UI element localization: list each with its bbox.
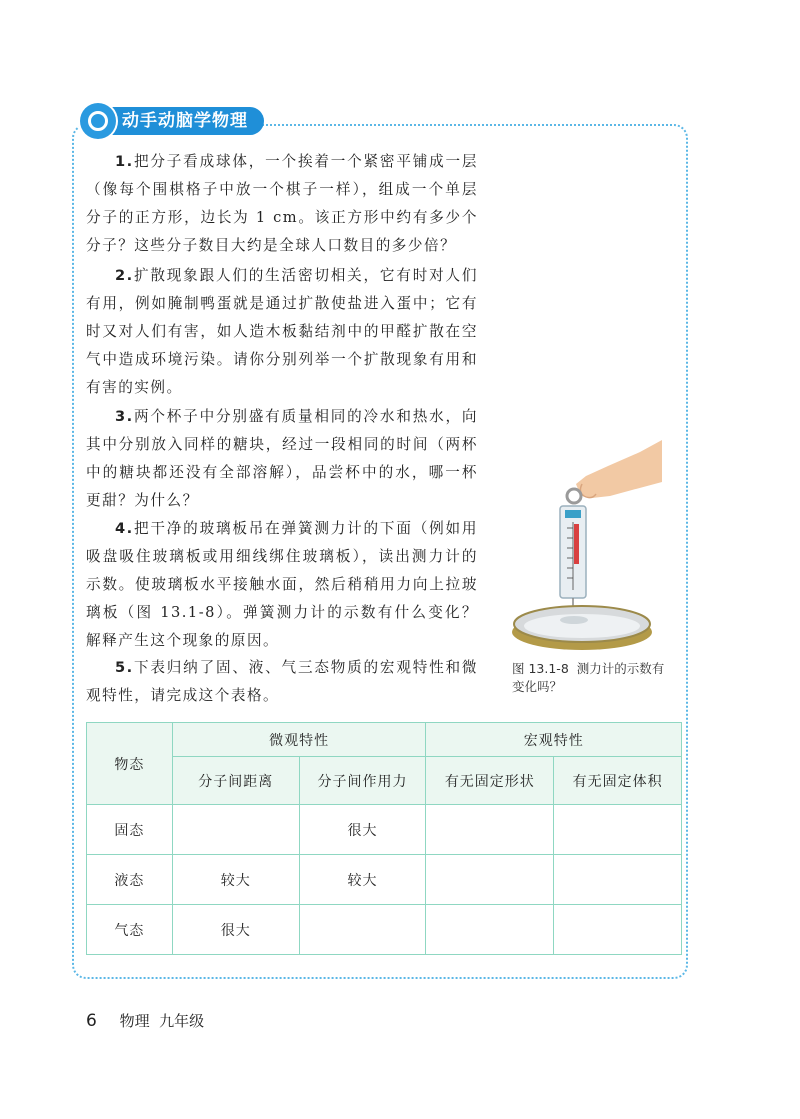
table-cell: 很大 xyxy=(172,905,299,955)
table-cell xyxy=(554,855,682,905)
exercise-4: 4.把干净的玻璃板吊在弹簧测力计的下面（例如用吸盘吸住玻璃板或用细线绑住玻璃板），读出测力计的示数。使玻璃板水平接触水面，然后稍稍用力向上拉玻璃板（图 13.1-8）。弹簧测力计的示数有什么变化？解释产生这个现象的原因。 xyxy=(86,520,478,649)
states-table xyxy=(86,722,682,955)
table-cell xyxy=(554,905,682,955)
exercise-3: 3.两个杯子中分别盛有质量相同的冷水和热水，向其中分别放入同样的糖块，经过一段相同的时间（两杯中的糖块都还没有全部溶解），品尝杯中的水，哪一杯更甜？为什么？ xyxy=(86,408,478,509)
subheader-distance: 分子间距离 xyxy=(172,757,299,805)
exercise-5: 5.下表归纳了固、液、气三态物质的宏观特性和微观特性，请完成这个表格。 xyxy=(86,659,478,704)
subheader-volume: 有无固定体积 xyxy=(554,757,682,805)
section-header xyxy=(80,103,264,139)
figure-caption xyxy=(512,660,672,696)
table-cell xyxy=(299,905,426,955)
figure-caption-text: 测力计的示数有变化吗？ xyxy=(512,661,665,694)
subheader-shape: 有无固定形状 xyxy=(426,757,554,805)
exercise-2: 2.扩散现象跟人们的生活密切相关，它有时对人们有用，例如腌制鸭蛋就是通过扩散使盐进入蛋中；它有时又对人们有害，如人造木板黏结剂中的甲醛扩散在空气中造成环境污染。请你分别列举一个扩散现象有用和有害的实例。 xyxy=(86,267,478,396)
table-cell xyxy=(426,905,554,955)
page-footer xyxy=(86,1010,204,1031)
table-cell: 较大 xyxy=(172,855,299,905)
subject: 物理 xyxy=(119,1012,150,1030)
spring-scale-photo xyxy=(512,440,662,650)
figure-label: 图 13.1-8 xyxy=(512,661,569,676)
row-state: 固态 xyxy=(87,805,173,855)
row-state: 液态 xyxy=(87,855,173,905)
table-row xyxy=(87,805,682,855)
grade: 九年级 xyxy=(159,1012,205,1030)
subheader-force: 分子间作用力 xyxy=(299,757,426,805)
table-cell: 较大 xyxy=(299,855,426,905)
table-cell xyxy=(172,805,299,855)
page-number: 6 xyxy=(86,1011,97,1031)
table-cell: 很大 xyxy=(299,805,426,855)
header-micro: 微观特性 xyxy=(172,723,426,757)
table-cell xyxy=(426,855,554,905)
exercise-1: 1.把分子看成球体，一个挨着一个紧密平铺成一层（像每个围棋格子中放一个棋子一样），组成一个单层分子的正方形，边长为 1 cm。该正方形中约有多少个分子？这些分子数目大约是全球人口数目的多少倍？ xyxy=(86,153,478,254)
table-row xyxy=(87,855,682,905)
header-state: 物态 xyxy=(87,723,173,805)
header-macro: 宏观特性 xyxy=(426,723,682,757)
table-row xyxy=(87,905,682,955)
table-cell xyxy=(426,805,554,855)
table-cell xyxy=(554,805,682,855)
target-icon xyxy=(80,103,116,139)
row-state: 气态 xyxy=(87,905,173,955)
section-title: 动手动脑学物理 xyxy=(106,107,264,135)
